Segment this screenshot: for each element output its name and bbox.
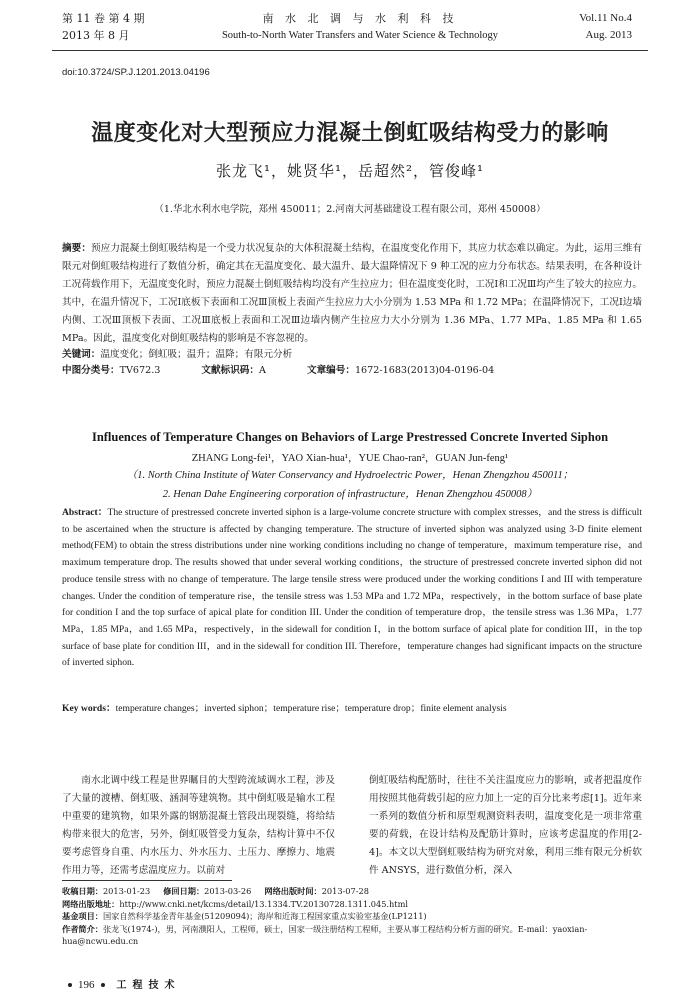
- abstract-cn: [62, 240, 642, 348]
- abstract-cn-label: 摘要：: [62, 243, 92, 254]
- document-code: [201, 365, 266, 376]
- affiliation-cn: （1.华北水利水电学院，郑州 450011；2.河南大河基础建设工程有限公司，郑州 450008）: [154, 204, 546, 215]
- keywords-cn-label: 关键词：: [62, 349, 101, 360]
- author-bio-label: 作者简介：: [62, 923, 103, 934]
- footnote-author: [62, 923, 652, 948]
- keywords-en-text: temperature changes；inverted siphon；temperature rise；temperature drop；finite element analysis: [115, 703, 507, 714]
- footnote-fund: [62, 910, 652, 923]
- classification-row: [62, 362, 532, 376]
- abstract-cn-text: 预应力混凝土倒虹吸结构是一个受力状况复杂的大体积混凝土结构，在温度变化作用下，其应力状态难以确定。为此，运用三维有限元对倒虹吸结构进行了数值分析，确定其在无温度变化、最大温升、最大温降情况下 9 种工况的应力分布状态。结果表明，在各种设计工况荷载作用下，无温度变化时，预应力混凝土倒虹吸结构均没有产生拉应力；但在温度变化时，工况Ⅰ和工况Ⅲ均产生了较大的拉应力。其中，在温升情况下，工况Ⅰ底板下表面和工况Ⅲ顶板上表面产生拉应力大小分别为 1.53 MPa 和 1.72 MPa；在温降情况下，工况Ⅰ边墙内侧、工况Ⅲ顶板下表面、工况Ⅲ底板上表面和工况Ⅲ边墙内侧产生拉应力大小分别为 1.36 MPa、1.77 MPa、1.85 MPa 和 1.65 MPa。因此，温度变化对倒虹吸结构的影响是不容忽视的。: [62, 243, 643, 344]
- running-header: [0, 0, 700, 58]
- body-column-left: 南水北调中线工程是世界瞩目的大型跨流域调水工程，涉及了大量的渡槽、倒虹吸、涵洞等建筑物。其中倒虹吸是输水工程中重要的建筑物，如果外露的钢筋混凝土管段出现裂缝，将给结构带来很大的危害，另外，倒虹吸管受力复杂，结构计算中不仅要考虑管身自重、内水压力、外水压力、土压力、摩擦力、地震作用力等，还需考虑温度应力。以前对: [62, 775, 335, 876]
- received-date: 2013-01-23: [102, 886, 151, 896]
- footnote-dates: [62, 885, 652, 898]
- online-date: 2013-07-28: [321, 886, 369, 896]
- abstract-en-label: Abstract：: [62, 507, 108, 518]
- body-column-right: 倒虹吸结构配筋时，往往不关注温度应力的影响，或者把温度作用按照其他荷载引起的应力加上一定的百分比来考虑[1]。近年来一系列的数值分析和原型观测资料表明，温度变化是一项非常重要的荷载，在设计结构及配筋计算时，应该考虑温度的作用[2-4]。本文以大型倒虹吸结构为研究对象，利用三维有限元分析软件 ANSYS，进行数值分析，深入: [369, 775, 642, 876]
- online-label: 网络出版时间：: [264, 886, 322, 896]
- fund-text: 国家自然科学基金青年基金(51209094)；海岸和近海工程国家重点实验室基金(LP1211): [102, 911, 427, 921]
- footnote-divider: [62, 880, 232, 881]
- revised-label: 修回日期：: [163, 886, 205, 896]
- bullet-dot-icon: [101, 983, 105, 987]
- issue-info-cn: [62, 10, 144, 44]
- fund-label: 基金项目：: [62, 911, 103, 921]
- online-url[interactable]: http://www.cnki.net/kcms/detail/13.1334.TV.20130728.1311.045.html: [119, 898, 408, 909]
- revised-date: 2013-03-26: [204, 886, 252, 896]
- authors-en: ZHANG Long-fei¹，YAO Xian-hua¹，YUE Chao-ran²，GUAN Jun-feng¹: [191, 453, 509, 464]
- header-divider: [52, 50, 648, 51]
- keywords-cn-text: 温度变化；倒虹吸；温升；温降；有限元分析: [100, 349, 293, 360]
- article-title-cn: 温度变化对大型预应力混凝土倒虹吸结构受力的影响: [91, 121, 609, 146]
- doi-line: doi:10.3724/SP.J.1201.2013.04196: [62, 67, 210, 78]
- page-footer: [62, 976, 181, 991]
- abstract-en: [62, 505, 642, 672]
- abstract-en-text: The structure of prestressed concrete inverted siphon is a large-volume concrete structure with complex stresses，and the stress is difficult to be ascertained when the structure is affected by changing temperature. The structure of inverted siphon was analyzed using 3-D finite element method(FEM) to obtain the stress distributions under nine working conditions including no change of temperature，maximum temperature rise，and maximum temperature drop. The results showed that under several working conditions，the structure of prestressed concrete inverted siphon did not produce tensile stress with no change of temperature. The large tensile stress were produced under the working conditions I and III with temperature changes. Under the condition of temperature rise，the tensile stress was 1.53 MPa and 1.72 MPa，respectively，in the bottom surface of base plate for condition I and the top surface of apical plate for condition III. Under the condition of temperature drop，the tensile stress was 1.36 MPa，1.77 MPa，1.85 MPa，and 1.65 MPa，respectively，in the sidewall for condition I，in the bottom surface of apical plate for condition III，in the top surface of base plate for condition III，and in the sidewall for condition III. Therefore，temperature changes had significant impacts on the structure of inverted siphon.: [62, 507, 642, 669]
- article-title-en: Influences of Temperature Changes on Behaviors of Large Prestressed Concrete Inverted Siphon: [91, 430, 609, 444]
- journal-name-cn: 南 水 北 调 与 水 利 科 技: [262, 12, 458, 25]
- journal-name: [210, 10, 510, 44]
- received-label: 收稿日期：: [62, 886, 103, 896]
- keywords-en: [62, 700, 642, 714]
- section-name: 工程技术: [116, 980, 181, 991]
- footnote-url: [62, 898, 652, 911]
- article-number-label: 文章编号：: [306, 365, 355, 376]
- affiliation-en-1: （1. North China Institute of Water Conservancy and Hydroelectric Power，Henan Zhengzhou 450011；: [126, 470, 574, 481]
- issue-volume-cn: 第 11 卷 第 4 期: [62, 12, 145, 25]
- document-code-value: A: [258, 365, 266, 376]
- footnote: [62, 885, 652, 948]
- document-code-label: 文献标识码：: [201, 365, 259, 376]
- journal-name-en: South-to-North Water Transfers and Water Science & Technology: [221, 30, 499, 41]
- author-bio-text: 张龙飞(1974-)，男，河南濮阳人，工程师，硕士，国家一级注册结构工程师，主要从事工程结构分析方面的研究。E-mail：yaoxian-hua@ncwu.edu.cn: [62, 923, 588, 946]
- keywords-cn: [62, 346, 292, 360]
- bullet-dot-icon: [68, 983, 72, 987]
- authors-cn: 张龙飞¹，姚贤华¹，岳超然²，管俊峰¹: [215, 162, 485, 180]
- article-number: [307, 365, 494, 376]
- affiliation-en-2: 2. Henan Dahe Engineering corporation of infrastructure，Henan Zhengzhou 450008）: [162, 489, 538, 500]
- keywords-en-label: Key words：: [62, 703, 116, 714]
- article-number-value: 1672-1683(2013)04-0196-04: [354, 365, 495, 376]
- issue-date-en: Aug. 2013: [585, 29, 632, 41]
- url-label: 网络出版地址：: [62, 898, 120, 909]
- clc-value: TV672.3: [119, 365, 161, 376]
- issue-date-cn: 2013 年 8 月: [62, 29, 130, 42]
- clc-number: [62, 365, 160, 376]
- clc-label: 中图分类号：: [62, 365, 120, 376]
- page-number: 196: [78, 979, 95, 991]
- issue-volume-en: Vol.11 No.4: [579, 12, 632, 24]
- issue-info-en: [579, 10, 632, 44]
